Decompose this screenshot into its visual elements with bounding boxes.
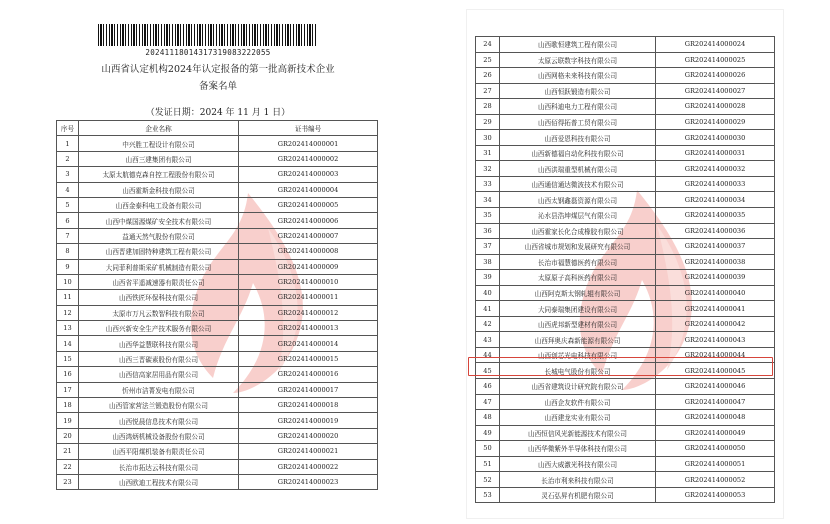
certificate-number: GR202414000045 bbox=[656, 363, 775, 379]
table-row bbox=[476, 239, 775, 255]
row-number: 27 bbox=[476, 83, 500, 99]
certificate-number: GR202414000032 bbox=[656, 161, 775, 177]
row-number: 37 bbox=[476, 239, 500, 255]
company-name: 太原云联数字科技有限公司 bbox=[500, 52, 656, 68]
company-name: 山西虎邦新型建材有限公司 bbox=[500, 316, 656, 332]
row-number: 42 bbox=[476, 316, 500, 332]
table-row bbox=[476, 208, 775, 224]
company-name: 山西鸿炳机械设备股份有限公司 bbox=[79, 428, 239, 443]
company-name: 山西晋建加固特种建筑工程有限公司 bbox=[79, 244, 239, 259]
row-number: 17 bbox=[57, 382, 79, 397]
row-number: 36 bbox=[476, 223, 500, 239]
table-row bbox=[476, 68, 775, 84]
certificate-number: GR202414000035 bbox=[656, 208, 775, 224]
table-row bbox=[476, 456, 775, 472]
table-row bbox=[57, 413, 378, 428]
certificate-number: GR202414000009 bbox=[239, 259, 378, 274]
certificate-number: GR202414000007 bbox=[239, 228, 378, 243]
table-row bbox=[57, 167, 378, 182]
company-name: 山西霍斯金科技有限公司 bbox=[79, 182, 239, 197]
company-name: 山西新德福自动化科技有限公司 bbox=[500, 145, 656, 161]
certificate-number: GR202414000023 bbox=[239, 474, 378, 489]
company-name: 太原原子高科医药有限公司 bbox=[500, 270, 656, 286]
table-row bbox=[476, 285, 775, 301]
row-number: 43 bbox=[476, 332, 500, 348]
row-number: 41 bbox=[476, 301, 500, 317]
row-number: 34 bbox=[476, 192, 500, 208]
row-number: 25 bbox=[476, 52, 500, 68]
certificate-number: GR202414000015 bbox=[239, 351, 378, 366]
company-name: 灵石弘昇有机肥有限公司 bbox=[500, 487, 656, 503]
title-line-2: 备案名单 bbox=[198, 81, 237, 92]
company-name: 山西三晋碳素股份有限公司 bbox=[79, 351, 239, 366]
certificate-number: GR202414000047 bbox=[656, 394, 775, 410]
company-name: 山西拜奥庆森新能源有限公司 bbox=[500, 332, 656, 348]
company-name: 山西省平遥减速器有限责任公司 bbox=[79, 274, 239, 289]
certificate-number: GR202414000036 bbox=[656, 223, 775, 239]
table-row bbox=[476, 223, 775, 239]
row-number: 19 bbox=[57, 413, 79, 428]
certificate-number: GR202414000044 bbox=[656, 347, 775, 363]
company-name: 长治市福慧德医药有限公司 bbox=[500, 254, 656, 270]
table-row bbox=[57, 398, 378, 413]
table-row bbox=[57, 259, 378, 274]
row-number: 31 bbox=[476, 145, 500, 161]
table-row bbox=[57, 367, 378, 382]
certificate-number: GR202414000041 bbox=[656, 301, 775, 317]
company-name: 山西企友软件有限公司 bbox=[500, 394, 656, 410]
row-number: 13 bbox=[57, 321, 79, 336]
row-number: 33 bbox=[476, 176, 500, 192]
company-name: 山西管家营法兰锻造股份有限公司 bbox=[79, 398, 239, 413]
row-number: 51 bbox=[476, 456, 500, 472]
row-number: 14 bbox=[57, 336, 79, 351]
row-number: 47 bbox=[476, 394, 500, 410]
table-row bbox=[57, 459, 378, 474]
company-name: 山西爱恩科技有限公司 bbox=[500, 130, 656, 146]
certificate-number: GR202414000029 bbox=[656, 114, 775, 130]
company-name: 山西铁匠环保科技有限公司 bbox=[79, 290, 239, 305]
certificate-number: GR202414000043 bbox=[656, 332, 775, 348]
table-row bbox=[57, 321, 378, 336]
table-row bbox=[57, 213, 378, 228]
table-row bbox=[57, 182, 378, 197]
table-row bbox=[476, 332, 775, 348]
company-name: 山西三建集团有限公司 bbox=[79, 151, 239, 166]
row-number: 9 bbox=[57, 259, 79, 274]
row-number: 16 bbox=[57, 367, 79, 382]
row-number: 39 bbox=[476, 270, 500, 286]
certificate-number: GR202414000001 bbox=[239, 136, 378, 151]
table-row bbox=[57, 274, 378, 289]
row-number: 5 bbox=[57, 197, 79, 212]
table-row bbox=[476, 130, 775, 146]
left-registry-table bbox=[56, 120, 378, 490]
company-name: 山西金泰科电工设备有限公司 bbox=[79, 197, 239, 212]
certificate-number: GR202414000010 bbox=[239, 274, 378, 289]
company-name: 山西兴新安全生产技术服务有限公司 bbox=[79, 321, 239, 336]
row-number: 48 bbox=[476, 410, 500, 426]
certificate-number: GR202414000027 bbox=[656, 83, 775, 99]
company-name: 太原太航德克森自控工程股份有限公司 bbox=[79, 167, 239, 182]
certificate-number: GR202414000048 bbox=[656, 410, 775, 426]
table-row bbox=[57, 428, 378, 443]
certificate-number: GR202414000026 bbox=[656, 68, 775, 84]
certificate-number: GR202414000019 bbox=[239, 413, 378, 428]
document-title bbox=[48, 61, 388, 95]
row-number: 12 bbox=[57, 305, 79, 320]
row-number: 23 bbox=[57, 474, 79, 489]
row-number: 40 bbox=[476, 285, 500, 301]
table-row bbox=[57, 290, 378, 305]
certificate-number: GR202414000038 bbox=[656, 254, 775, 270]
row-number: 26 bbox=[476, 68, 500, 84]
certificate-number: GR202414000002 bbox=[239, 151, 378, 166]
table-row bbox=[476, 114, 775, 130]
certificate-number: GR202414000042 bbox=[656, 316, 775, 332]
certificate-number: GR202414000018 bbox=[239, 398, 378, 413]
row-number: 8 bbox=[57, 244, 79, 259]
certificate-number: GR202414000008 bbox=[239, 244, 378, 259]
row-number: 22 bbox=[57, 459, 79, 474]
certificate-number: GR202414000031 bbox=[656, 145, 775, 161]
row-number: 28 bbox=[476, 99, 500, 115]
company-name: 大同泰瑞集团建设有限公司 bbox=[500, 301, 656, 317]
company-name: 山西歌恒建筑工程有限公司 bbox=[500, 37, 656, 53]
certificate-number: GR202414000052 bbox=[656, 472, 775, 488]
table-row bbox=[476, 52, 775, 68]
row-number: 53 bbox=[476, 487, 500, 503]
table-row bbox=[476, 145, 775, 161]
table-row bbox=[476, 379, 775, 395]
table-row bbox=[476, 441, 775, 457]
table-row bbox=[57, 244, 378, 259]
table-row bbox=[476, 487, 775, 503]
table-row bbox=[476, 176, 775, 192]
highlighted-row-box bbox=[468, 357, 773, 376]
row-number: 2 bbox=[57, 151, 79, 166]
certificate-number: GR202414000025 bbox=[656, 52, 775, 68]
title-line-1: 山西省认定机构2024年认定报备的第一批高新技术企业 bbox=[101, 64, 335, 75]
company-name: 忻州市洁菁发电有限公司 bbox=[79, 382, 239, 397]
certificate-number: GR202414000053 bbox=[656, 487, 775, 503]
table-row bbox=[476, 316, 775, 332]
company-name: 长治市利来科技有限公司 bbox=[500, 472, 656, 488]
company-name: 中兴胜工程设计有限公司 bbox=[79, 136, 239, 151]
certificate-number: GR202414000040 bbox=[656, 285, 775, 301]
company-name: 山西通信通达微波技术有限公司 bbox=[500, 176, 656, 192]
company-name: 山西平阳煤机装备有限责任公司 bbox=[79, 444, 239, 459]
table-row bbox=[57, 197, 378, 212]
table-row bbox=[476, 270, 775, 286]
company-name: 山西科迪电力工程有限公司 bbox=[500, 99, 656, 115]
company-name: 山西佰得拓普工贸有限公司 bbox=[500, 114, 656, 130]
row-number: 18 bbox=[57, 398, 79, 413]
company-name: 山西省建筑设计研究院有限公司 bbox=[500, 379, 656, 395]
table-row bbox=[476, 192, 775, 208]
row-number: 30 bbox=[476, 130, 500, 146]
company-name: 山西太钢鑫磊资源有限公司 bbox=[500, 192, 656, 208]
certificate-number: GR202414000051 bbox=[656, 456, 775, 472]
company-name: 山西省城市规划和发展研究有限公司 bbox=[500, 239, 656, 255]
company-name: 大同菲利普斯采矿机械制造有限公司 bbox=[79, 259, 239, 274]
row-number: 32 bbox=[476, 161, 500, 177]
company-name: 山西恒信风光新能源技术有限公司 bbox=[500, 425, 656, 441]
row-number: 7 bbox=[57, 228, 79, 243]
certificate-number: GR202414000050 bbox=[656, 441, 775, 457]
table-row bbox=[476, 301, 775, 317]
company-name: 山西恒跃锻造有限公司 bbox=[500, 83, 656, 99]
company-name: 益通天然气股份有限公司 bbox=[79, 228, 239, 243]
table-row bbox=[57, 474, 378, 489]
company-name: 山西建龙实业有限公司 bbox=[500, 410, 656, 426]
row-number: 46 bbox=[476, 379, 500, 395]
row-number: 21 bbox=[57, 444, 79, 459]
barcode-image bbox=[98, 24, 318, 46]
certificate-number: GR202414000012 bbox=[239, 305, 378, 320]
row-number: 4 bbox=[57, 182, 79, 197]
row-number: 24 bbox=[476, 37, 500, 53]
row-number: 38 bbox=[476, 254, 500, 270]
table-row bbox=[57, 351, 378, 366]
row-number: 10 bbox=[57, 274, 79, 289]
table-header-row bbox=[57, 121, 378, 136]
row-number: 29 bbox=[476, 114, 500, 130]
table-row bbox=[57, 151, 378, 166]
table-row bbox=[57, 444, 378, 459]
table-row bbox=[476, 425, 775, 441]
company-name: 山西悦晨信息技术有限公司 bbox=[79, 413, 239, 428]
certificate-number: GR202414000039 bbox=[656, 270, 775, 286]
company-name: 山西华微紫外半导体科技有限公司 bbox=[500, 441, 656, 457]
table-row bbox=[57, 228, 378, 243]
table-row bbox=[476, 37, 775, 53]
company-name: 山西洪瑞重型机械有限公司 bbox=[500, 161, 656, 177]
certificate-number: GR202414000014 bbox=[239, 336, 378, 351]
company-name: 山西霍家长化合成橡胶有限公司 bbox=[500, 223, 656, 239]
row-number: 3 bbox=[57, 167, 79, 182]
certificate-number: GR202414000004 bbox=[239, 182, 378, 197]
certificate-number: GR202414000003 bbox=[239, 167, 378, 182]
company-name: 太原市万凡云数智科技有限公司 bbox=[79, 305, 239, 320]
company-name: 山西网格未来科技有限公司 bbox=[500, 68, 656, 84]
company-name: 山西中煤国源煤矿安全技术有限公司 bbox=[79, 213, 239, 228]
left-document-page bbox=[48, 8, 388, 518]
certificate-number: GR202414000013 bbox=[239, 321, 378, 336]
certificate-number: GR202414000011 bbox=[239, 290, 378, 305]
table-row bbox=[476, 161, 775, 177]
certificate-number: GR202414000022 bbox=[239, 459, 378, 474]
row-number: 35 bbox=[476, 208, 500, 224]
table-row bbox=[476, 254, 775, 270]
row-number: 1 bbox=[57, 136, 79, 151]
header-certificate-number: 证书编号 bbox=[239, 121, 378, 136]
right-document-page bbox=[467, 10, 783, 518]
certificate-number: GR202414000030 bbox=[656, 130, 775, 146]
certificate-number: GR202414000005 bbox=[239, 197, 378, 212]
barcode-number: 20241118014317319083222055 bbox=[145, 48, 271, 57]
company-name: 沁水县浩坤煤层气有限公司 bbox=[500, 208, 656, 224]
certificate-number: GR202414000049 bbox=[656, 425, 775, 441]
company-name: 山西欧迪工程技术有限公司 bbox=[79, 474, 239, 489]
row-number: 15 bbox=[57, 351, 79, 366]
certificate-number: GR202414000046 bbox=[656, 379, 775, 395]
row-number: 6 bbox=[57, 213, 79, 228]
header-number: 序号 bbox=[57, 121, 79, 136]
table-row bbox=[57, 305, 378, 320]
row-number: 45 bbox=[476, 363, 500, 379]
certificate-number: GR202414000024 bbox=[656, 37, 775, 53]
table-row bbox=[476, 410, 775, 426]
table-row bbox=[476, 472, 775, 488]
certificate-number: GR202414000016 bbox=[239, 367, 378, 382]
certificate-number: GR202414000021 bbox=[239, 444, 378, 459]
header-company-name: 企业名称 bbox=[79, 121, 239, 136]
certificate-number: GR202414000037 bbox=[656, 239, 775, 255]
issue-date: （发证日期：2024 年 11 月 1 日） bbox=[145, 108, 291, 118]
row-number: 49 bbox=[476, 425, 500, 441]
company-name: 长城电气股份有限公司 bbox=[500, 363, 656, 379]
right-registry-table bbox=[475, 36, 775, 503]
certificate-number: GR202414000020 bbox=[239, 428, 378, 443]
row-number: 20 bbox=[57, 428, 79, 443]
table-row bbox=[476, 99, 775, 115]
company-name: 山西信高家居用品有限公司 bbox=[79, 367, 239, 382]
table-row bbox=[57, 382, 378, 397]
certificate-number: GR202414000017 bbox=[239, 382, 378, 397]
company-name: 山西阿克斯太钢轧辊有限公司 bbox=[500, 285, 656, 301]
row-number: 50 bbox=[476, 441, 500, 457]
company-name: 山西大威激光科技有限公司 bbox=[500, 456, 656, 472]
row-number: 44 bbox=[476, 347, 500, 363]
certificate-number: GR202414000033 bbox=[656, 176, 775, 192]
row-number: 11 bbox=[57, 290, 79, 305]
table-row bbox=[57, 336, 378, 351]
company-name: 长治市拓达云科技有限公司 bbox=[79, 459, 239, 474]
company-name: 山西华益慧联科技有限公司 bbox=[79, 336, 239, 351]
table-row bbox=[57, 136, 378, 151]
row-number: 52 bbox=[476, 472, 500, 488]
company-name: 山西创芯光电科技有限公司 bbox=[500, 347, 656, 363]
table-row bbox=[476, 394, 775, 410]
certificate-number: GR202414000028 bbox=[656, 99, 775, 115]
table-row bbox=[476, 83, 775, 99]
certificate-number: GR202414000034 bbox=[656, 192, 775, 208]
certificate-number: GR202414000006 bbox=[239, 213, 378, 228]
